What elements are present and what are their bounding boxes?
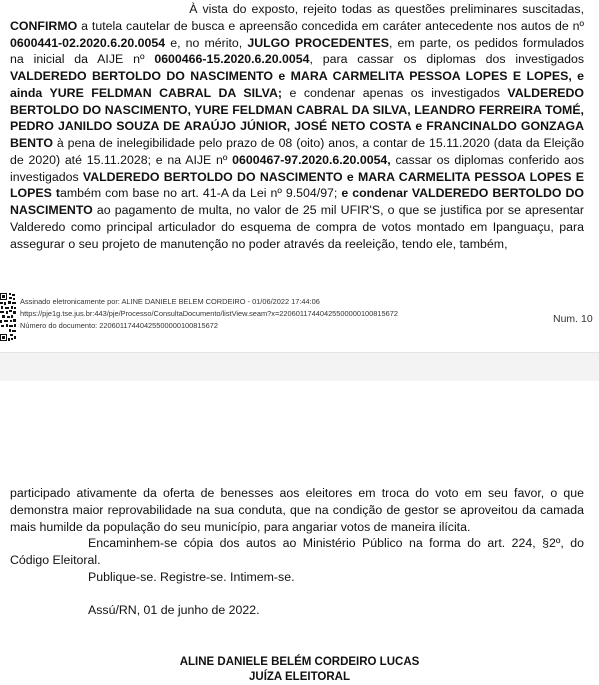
text-segment: , em parte, os pedidos formulados na inicial da AIJE nº [10,35,584,67]
page2-body [10,485,584,619]
bold-text-segment: e condenar VALDEREDO BERTOLDO DO NASCIMENTO [10,186,584,217]
text-segment: ambém com base no art. 41-A da Lei nº 9.504/97; [59,186,342,201]
publication-paragraph [10,569,584,586]
text-segment: e condenar apenas os investigados [281,85,508,100]
place-date-paragraph [10,602,584,619]
document-num-label: Num. 10 [553,313,593,325]
decision-paragraph [10,1,584,252]
bold-text-segment: CONFIRMO [10,18,78,33]
bold-text-segment: VALDEREDO BERTOLDO DO NASCIMENTO, YURE FELDMAN CABRAL DA SILVA, LEANDRO FERREIRA TOMÉ, PEDRO JANILDO SOUZA DE ARAÚJO JÚNIOR, JOSÉ NETO COSTA e FRANCINALDO GONZAGA BENTO [10,85,584,150]
blank-line [10,586,584,603]
forwarding-text: Encaminhem-se cópia dos autos ao Ministério Público na forma do art. 224, §2º, do Código Eleitoral. [10,536,584,567]
text-segment: cassar os diplomas conferido aos investigados [10,152,584,184]
text-segment: , para cassar os diplomas dos investigados [309,52,584,67]
bold-text-segment: 0600467-97.2020.6.20.0054, [232,152,391,167]
bold-text-segment: VALDEREDO BERTOLDO DO NASCIMENTO e MARA CARMELITA PESSOA LOPES E LOPES, e ainda YURE FELDMAN CABRAL DA SILVA; [10,69,584,100]
signer-role: JUÍZA ELEITORAL [249,671,350,683]
text-segment: à pena de inelegibilidade pelo prazo de 08 (oito) anos, a contar de 15.11.2020 (data da Eleição de 2020) até 15.11.2028; e na AIJE nº [10,136,584,167]
bold-text-segment: JULGO PROCEDENTES [247,35,389,50]
electronic-signature-block [0,287,599,349]
text-segment: e, no mérito, [165,35,248,50]
document-page-2 [0,381,599,685]
place-date-text: Assú/RN, 01 de junho de 2022. [88,603,260,618]
text-segment: a tutela cautelar de busca e apreensão concedida em caráter antecedente nos autos de nº [77,18,584,33]
bold-text-segment: VALDEREDO BERTOLDO DO NASCIMENTO e MARA CARMELITA PESSOA LOPES E LOPES t [10,169,584,201]
signature-signed-by: Assinado eletronicamente por: ALINE DANIELE BELEM CORDEIRO - 01/06/2022 17:44:06 [20,297,320,306]
bold-text-segment: 0600466-15.2020.6.20.0054 [154,52,310,67]
publication-text: Publique-se. Registre-se. Intimem-se. [88,569,295,584]
forwarding-paragraph [10,535,584,569]
continuation-paragraph: participado ativamente da oferta de benesses aos eleitores em troca do voto em seu favor, o que demonstra maior reprovabilidade na sua conduta, que na condição de gestor se aproveitou da camada mais humilde da população do seu município, para angariar votos de maneira ilícita. [10,486,584,534]
text-segment: ao pagamento de multa, no valor de 25 mil UFIR'S, o que se justifica por se apresentar Valderedo como principal articulador do esquema de compra de votos montado em Ipanguaçu, para assegurar o seu projeto de manutenção no poder através da reeleição, tendo ele, também, [10,203,584,251]
page-separator [0,352,599,382]
qr-code-icon [0,293,16,341]
signer-name: ALINE DANIELE BELÉM CORDEIRO LUCAS [179,656,420,668]
text-segment: À vista do exposto, rejeito todas as questões preliminares suscitadas, [10,2,584,16]
bold-text-segment: 0600441-02.2020.6.20.0054 [10,35,166,50]
signature-document-number: Número do documento: 22060117440425500000100815672 [20,321,218,330]
signature-verification-url[interactable]: https://pje1g.tse.jus.br:443/pje/Processo/ConsultaDocumento/listView.seam?x=22060117440425500000100815672 [20,309,398,318]
